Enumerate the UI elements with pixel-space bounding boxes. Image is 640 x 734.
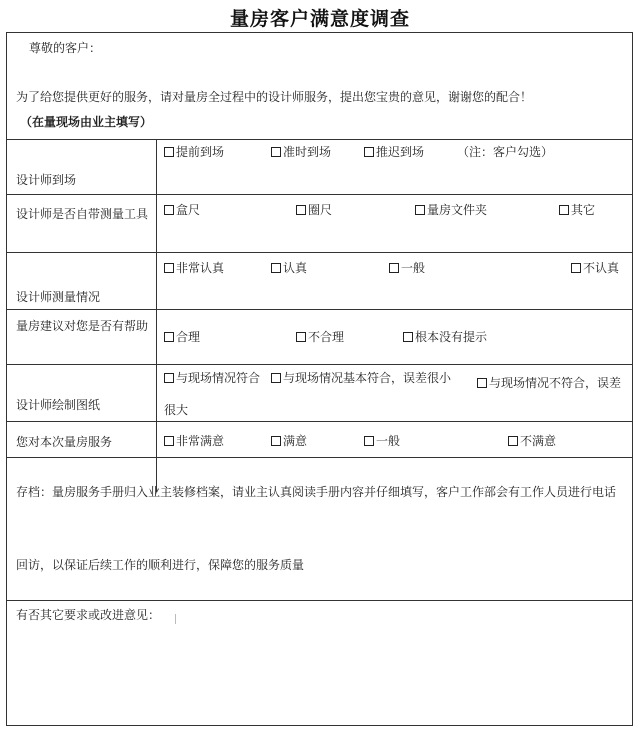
option-early-arrival[interactable]: 提前到场 <box>164 144 224 160</box>
customer-note: （注：客户勾选） <box>457 145 554 159</box>
comments-input[interactable] <box>175 614 176 624</box>
checkbox-icon <box>271 436 281 446</box>
option-late[interactable]: 推迟到场 <box>364 144 424 160</box>
option-average-overall[interactable]: 一般 <box>364 433 400 449</box>
option-average-measuring[interactable]: 一般 <box>389 260 425 276</box>
option-no-advice[interactable]: 根本没有提示 <box>403 329 487 345</box>
option-satisfied[interactable]: 满意 <box>271 433 307 449</box>
comments-label: 有否其它要求或改进意见： <box>16 608 161 622</box>
option-on-time[interactable]: 准时到场 <box>271 144 331 160</box>
checkbox-icon <box>477 378 487 388</box>
form-title: 量房客户满意度调查 <box>229 8 410 30</box>
checkbox-icon <box>164 263 174 273</box>
row-divider <box>7 194 632 195</box>
option-dissatisfied[interactable]: 不满意 <box>508 433 556 449</box>
checkbox-icon <box>164 205 174 215</box>
checkbox-icon <box>389 263 399 273</box>
option-drawing-mismatch[interactable]: 与现场情况不符合，误差很大 <box>164 376 622 417</box>
checkbox-icon <box>296 205 306 215</box>
follow-up-note: 回访，以保证后续工作的顺利进行，保障您的服务质量 <box>16 558 305 572</box>
option-careful[interactable]: 认真 <box>271 260 307 276</box>
option-folder[interactable]: 量房文件夹 <box>415 202 487 218</box>
question-label-arrival: 设计师到场 <box>16 173 77 187</box>
row-divider <box>7 457 632 458</box>
checkbox-icon <box>271 263 281 273</box>
option-very-satisfied[interactable]: 非常满意 <box>164 433 224 449</box>
question-label-overall: 您对本次量房服务 <box>16 435 113 449</box>
checkbox-icon <box>164 147 174 157</box>
row-divider <box>7 600 632 601</box>
row-divider <box>7 252 632 253</box>
row-divider <box>7 139 632 140</box>
checkbox-icon <box>296 332 306 342</box>
survey-form <box>6 32 633 726</box>
checkbox-icon <box>364 436 374 446</box>
fill-instruction: （在量现场由业主填写） <box>20 115 153 129</box>
question-label-drawing: 设计师绘制图纸 <box>16 398 101 412</box>
archive-note: 存档：量房服务手册归入业主装修档案，请业主认真阅读手册内容并仔细填写，客户工作部会有工作人员进行电话 <box>16 485 617 499</box>
intro-message: 为了给您提供更好的服务，请对量房全过程中的设计师服务，提出您宝贵的意见，谢谢您的配合！ <box>16 90 533 104</box>
option-tape-measure[interactable]: 盒尺 <box>164 202 200 218</box>
checkbox-icon <box>559 205 569 215</box>
option-unreasonable[interactable]: 不合理 <box>296 329 344 345</box>
question-label-advice: 量房建议对您是否有帮助 <box>16 319 149 333</box>
question-label-measuring: 设计师测量情况 <box>16 290 101 304</box>
checkbox-icon <box>364 147 374 157</box>
option-very-careful[interactable]: 非常认真 <box>164 260 224 276</box>
checkbox-icon <box>164 332 174 342</box>
option-reasonable[interactable]: 合理 <box>164 329 200 345</box>
checkbox-icon <box>508 436 518 446</box>
checkbox-icon <box>164 436 174 446</box>
checkbox-icon <box>415 205 425 215</box>
option-other-tool[interactable]: 其它 <box>559 202 595 218</box>
column-divider <box>156 139 157 492</box>
greeting: 尊敬的客户： <box>29 41 102 55</box>
option-careless[interactable]: 不认真 <box>571 260 619 276</box>
option-reel-tape[interactable]: 圈尺 <box>296 202 332 218</box>
checkbox-icon <box>271 147 281 157</box>
option-drawing-match[interactable]: 与现场情况符合 <box>164 370 260 386</box>
option-drawing-mostly-match[interactable]: 与现场情况基本符合，误差很小 <box>271 370 451 386</box>
checkbox-icon <box>403 332 413 342</box>
row-divider <box>7 364 632 365</box>
checkbox-icon <box>571 263 581 273</box>
question-label-tools: 设计师是否自带测量工具 <box>16 207 149 221</box>
